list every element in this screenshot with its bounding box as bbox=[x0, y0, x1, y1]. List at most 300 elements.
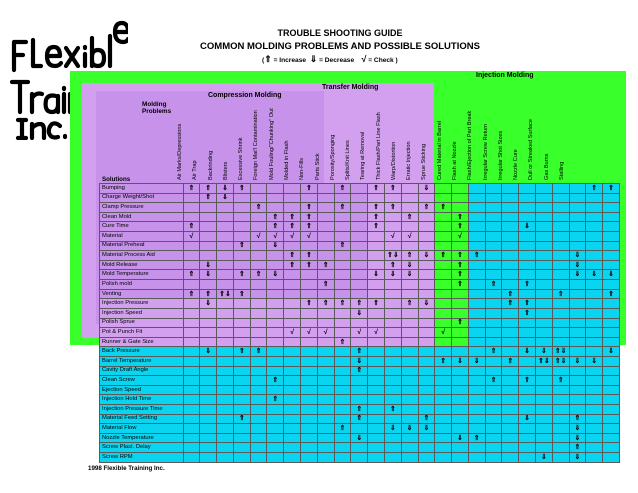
table-cell bbox=[267, 347, 284, 357]
table-cell bbox=[217, 318, 234, 328]
table-cell bbox=[435, 395, 452, 405]
increase-arrow-icon: ⇑ bbox=[457, 271, 463, 279]
table-cell bbox=[384, 414, 401, 424]
table-cell bbox=[418, 212, 435, 222]
table-cell bbox=[586, 222, 603, 232]
table-cell bbox=[401, 193, 418, 203]
table-cell bbox=[384, 376, 401, 386]
table-cell bbox=[535, 347, 552, 357]
problem-header-label: Irregular Shot Sizes bbox=[497, 130, 504, 180]
table-cell bbox=[401, 376, 418, 386]
table-cell bbox=[586, 232, 603, 242]
table-cell bbox=[183, 184, 200, 194]
table-cell bbox=[435, 385, 452, 395]
table-cell bbox=[418, 232, 435, 242]
table-cell bbox=[468, 443, 485, 453]
table-cell bbox=[586, 414, 603, 424]
table-row bbox=[100, 184, 620, 194]
table-cell bbox=[586, 443, 603, 453]
table-cell bbox=[586, 184, 603, 194]
table-cell bbox=[519, 280, 536, 290]
table-cell bbox=[368, 241, 385, 251]
table-cell bbox=[183, 270, 200, 280]
table-cell bbox=[183, 433, 200, 443]
table-cell bbox=[317, 260, 334, 270]
table-cell bbox=[586, 318, 603, 328]
table-cell bbox=[317, 318, 334, 328]
table-cell bbox=[452, 241, 469, 251]
problem-header bbox=[435, 96, 446, 180]
table-cell bbox=[502, 232, 519, 242]
table-cell bbox=[267, 251, 284, 261]
increase-arrow-icon: ⇑ bbox=[406, 213, 413, 221]
table-cell bbox=[418, 289, 435, 299]
table-cell bbox=[435, 308, 452, 318]
table-cell bbox=[183, 222, 200, 232]
decrease-arrow-icon: ⇓ bbox=[524, 223, 531, 231]
table-cell bbox=[452, 212, 469, 222]
table-cell bbox=[569, 318, 586, 328]
table-cell bbox=[217, 203, 234, 213]
table-cell bbox=[250, 212, 267, 222]
table-cell bbox=[468, 366, 485, 376]
table-cell bbox=[519, 241, 536, 251]
table-cell bbox=[334, 270, 351, 280]
table-cell bbox=[233, 337, 250, 347]
table-cell bbox=[317, 376, 334, 386]
table-cell bbox=[569, 289, 586, 299]
table-cell bbox=[435, 337, 452, 347]
table-cell bbox=[502, 203, 519, 213]
table-cell bbox=[183, 453, 200, 463]
decrease-arrow-icon: ⇓ bbox=[524, 415, 531, 423]
increase-arrow-icon: ⇑ bbox=[507, 300, 514, 308]
increase-arrow-icon: ⇑ bbox=[557, 376, 564, 384]
increase-arrow-icon: ⇑ bbox=[457, 252, 463, 260]
increase-arrow-icon: ⇑ bbox=[255, 204, 262, 212]
problem-header-label: Erratic Injection bbox=[406, 141, 413, 180]
table-cell bbox=[317, 241, 334, 251]
table-cell bbox=[301, 433, 318, 443]
table-cell bbox=[317, 405, 334, 415]
table-cell bbox=[586, 347, 603, 357]
table-row bbox=[100, 385, 620, 395]
table-cell bbox=[535, 443, 552, 453]
table-cell bbox=[250, 328, 267, 338]
table-cell bbox=[183, 241, 200, 251]
table-row bbox=[100, 376, 620, 386]
table-cell bbox=[368, 385, 385, 395]
table-cell bbox=[317, 366, 334, 376]
table-cell bbox=[552, 280, 569, 290]
table-cell bbox=[301, 184, 318, 194]
table-cell bbox=[351, 347, 368, 357]
table-cell bbox=[401, 222, 418, 232]
table-cell bbox=[250, 308, 267, 318]
table-cell bbox=[233, 280, 250, 290]
table-cell bbox=[468, 376, 485, 386]
table-cell bbox=[586, 366, 603, 376]
check-icon: √ bbox=[374, 328, 378, 336]
problem-header bbox=[450, 96, 461, 180]
table-cell bbox=[569, 453, 586, 463]
table-cell bbox=[368, 270, 385, 280]
table-cell bbox=[452, 347, 469, 357]
table-cell bbox=[351, 453, 368, 463]
table-cell bbox=[301, 212, 318, 222]
table-cell bbox=[368, 376, 385, 386]
table-cell bbox=[200, 280, 217, 290]
table-cell bbox=[569, 395, 586, 405]
increase-arrow-icon: ⇑ bbox=[440, 252, 447, 260]
table-cell bbox=[368, 212, 385, 222]
table-cell bbox=[384, 385, 401, 395]
table-cell bbox=[351, 308, 368, 318]
increase-arrow-icon: ⇑ bbox=[473, 252, 480, 260]
table-cell bbox=[233, 443, 250, 453]
table-cell bbox=[384, 318, 401, 328]
table-cell bbox=[418, 356, 435, 366]
table-cell bbox=[317, 385, 334, 395]
table-cell bbox=[418, 203, 435, 213]
table-cell bbox=[603, 232, 620, 242]
problem-header bbox=[236, 96, 247, 180]
increase-arrow-icon: ⇑ bbox=[289, 261, 296, 269]
table-cell bbox=[368, 424, 385, 434]
table-cell bbox=[535, 453, 552, 463]
table-cell bbox=[519, 347, 536, 357]
table-cell bbox=[183, 260, 200, 270]
problem-header-label: Air Marks/Depressions bbox=[177, 123, 183, 180]
table-cell bbox=[200, 424, 217, 434]
table-cell bbox=[317, 337, 334, 347]
table-cell bbox=[485, 366, 502, 376]
table-cell bbox=[301, 318, 318, 328]
table-cell bbox=[401, 433, 418, 443]
increase-arrow-icon: ⇑ bbox=[272, 223, 279, 231]
table-cell bbox=[468, 232, 485, 242]
solution-label: Polish Sprue bbox=[100, 318, 184, 328]
table-cell bbox=[535, 424, 552, 434]
table-cell bbox=[200, 299, 217, 309]
table-cell bbox=[519, 212, 536, 222]
problem-header bbox=[343, 96, 354, 180]
table-cell bbox=[217, 337, 234, 347]
table-cell bbox=[267, 232, 284, 242]
table-cell bbox=[535, 241, 552, 251]
table-cell bbox=[384, 251, 401, 261]
check-icon: √ bbox=[290, 232, 295, 240]
table-cell bbox=[334, 193, 351, 203]
table-cell bbox=[452, 337, 469, 347]
table-cell bbox=[418, 395, 435, 405]
table-cell bbox=[284, 232, 301, 242]
increase-arrow-icon: ⇑ bbox=[238, 242, 245, 250]
table-cell bbox=[603, 385, 620, 395]
table-cell bbox=[535, 299, 552, 309]
problem-header bbox=[221, 96, 232, 180]
increase-arrow-icon: ⇑ bbox=[557, 290, 564, 298]
table-cell bbox=[351, 395, 368, 405]
table-cell bbox=[586, 270, 603, 280]
increase-arrow-icon: ⇑ bbox=[238, 348, 245, 356]
table-cell bbox=[603, 414, 620, 424]
table-cell bbox=[401, 453, 418, 463]
problem-header bbox=[404, 96, 415, 180]
solution-label: Clean Mold bbox=[100, 212, 184, 222]
solution-label: Bumping bbox=[100, 184, 184, 194]
table-cell bbox=[233, 424, 250, 434]
solution-label: Injection Pressure bbox=[100, 299, 184, 309]
table-cell bbox=[217, 212, 234, 222]
problem-header-label: Foreign Mat'l Contamination bbox=[253, 110, 260, 180]
decrease-arrow-icon: ⇓ bbox=[309, 54, 318, 64]
table-cell bbox=[418, 337, 435, 347]
table-cell bbox=[334, 260, 351, 270]
check-icon: √ bbox=[189, 232, 194, 240]
table-cell bbox=[267, 337, 284, 347]
problem-header-label: Flash at Nozzle bbox=[452, 141, 459, 180]
table-cell bbox=[502, 184, 519, 194]
table-cell bbox=[183, 385, 200, 395]
table-cell bbox=[301, 366, 318, 376]
decrease-arrow-icon: ⇓ bbox=[205, 261, 212, 269]
table-cell bbox=[233, 328, 250, 338]
table-cell bbox=[284, 453, 301, 463]
table-cell bbox=[250, 356, 267, 366]
problem-header bbox=[313, 96, 324, 180]
table-cell bbox=[502, 260, 519, 270]
table-cell bbox=[401, 270, 418, 280]
table-cell bbox=[384, 203, 401, 213]
table-cell bbox=[418, 280, 435, 290]
table-cell bbox=[233, 232, 250, 242]
increase-arrow-icon: ⇑ bbox=[289, 223, 296, 231]
increase-arrow-icon: ⇑ bbox=[373, 213, 379, 221]
increase-arrow-icon: ⇑ bbox=[507, 290, 514, 298]
table-cell bbox=[368, 308, 385, 318]
table-cell bbox=[284, 280, 301, 290]
table-cell bbox=[435, 328, 452, 338]
table-cell bbox=[384, 212, 401, 222]
increase-arrow-icon: ⇑ bbox=[574, 444, 581, 452]
solution-label: Material bbox=[100, 232, 184, 242]
table-cell bbox=[317, 443, 334, 453]
table-cell bbox=[233, 184, 250, 194]
table-cell bbox=[468, 424, 485, 434]
table-cell bbox=[569, 405, 586, 415]
table-cell bbox=[317, 328, 334, 338]
table-cell bbox=[351, 385, 368, 395]
table-cell bbox=[250, 337, 267, 347]
table-cell bbox=[284, 270, 301, 280]
table-cell bbox=[301, 337, 318, 347]
table-cell bbox=[183, 347, 200, 357]
problem-header-label: Parts Stick bbox=[314, 153, 321, 180]
table-cell bbox=[502, 337, 519, 347]
table-cell bbox=[519, 222, 536, 232]
table-cell bbox=[384, 328, 401, 338]
table-cell bbox=[603, 337, 620, 347]
table-cell bbox=[452, 203, 469, 213]
table-cell bbox=[452, 366, 469, 376]
table-cell bbox=[468, 193, 485, 203]
table-cell bbox=[519, 184, 536, 194]
table-cell bbox=[552, 366, 569, 376]
table-cell bbox=[485, 241, 502, 251]
table-cell bbox=[603, 193, 620, 203]
table-cell bbox=[317, 347, 334, 357]
decrease-arrow-icon: ⇓ bbox=[574, 454, 581, 462]
decrease-arrow-icon: ⇓ bbox=[457, 357, 463, 365]
table-cell bbox=[301, 347, 318, 357]
increase-arrow-icon: ⇑ bbox=[373, 204, 379, 212]
table-cell bbox=[267, 308, 284, 318]
check-icon: √ bbox=[361, 54, 367, 64]
table-cell bbox=[250, 270, 267, 280]
table-cell bbox=[317, 414, 334, 424]
table-cell bbox=[435, 356, 452, 366]
increase-arrow-icon: ⇑ bbox=[339, 300, 346, 308]
table-cell bbox=[535, 270, 552, 280]
increase-arrow-icon: ⇑ bbox=[289, 252, 296, 260]
table-cell bbox=[418, 453, 435, 463]
table-cell bbox=[418, 299, 435, 309]
table-cell bbox=[183, 308, 200, 318]
table-cell bbox=[552, 453, 569, 463]
decrease-arrow-icon: ⇓ bbox=[356, 309, 363, 317]
table-cell bbox=[586, 289, 603, 299]
table-cell bbox=[351, 270, 368, 280]
table-cell bbox=[502, 453, 519, 463]
table-cell bbox=[267, 203, 284, 213]
table-cell bbox=[368, 280, 385, 290]
table-cell bbox=[485, 453, 502, 463]
table-cell bbox=[401, 308, 418, 318]
increase-arrow-icon: ⇑ bbox=[339, 184, 346, 192]
table-cell bbox=[217, 328, 234, 338]
decrease-arrow-icon: ⇓ bbox=[574, 252, 581, 260]
check-icon: √ bbox=[357, 328, 362, 336]
table-cell bbox=[452, 251, 469, 261]
table-cell bbox=[435, 318, 452, 328]
table-cell bbox=[519, 453, 536, 463]
table-cell bbox=[217, 443, 234, 453]
table-cell bbox=[384, 337, 401, 347]
table-cell bbox=[418, 433, 435, 443]
table-cell bbox=[384, 405, 401, 415]
table-cell bbox=[468, 203, 485, 213]
problem-header bbox=[481, 96, 492, 180]
table-cell bbox=[233, 308, 250, 318]
table-cell bbox=[468, 395, 485, 405]
table-cell bbox=[334, 328, 351, 338]
table-cell bbox=[284, 376, 301, 386]
problem-header bbox=[190, 96, 201, 180]
table-cell bbox=[200, 241, 217, 251]
table-cell bbox=[217, 376, 234, 386]
table-cell bbox=[267, 443, 284, 453]
table-cell bbox=[535, 337, 552, 347]
table-cell bbox=[250, 203, 267, 213]
page-title: TROUBLE SHOOTING GUIDE bbox=[277, 28, 403, 38]
table-cell bbox=[535, 395, 552, 405]
decrease-arrow-icon: ⇓ bbox=[205, 300, 212, 308]
molding-problems-line1: Molding bbox=[142, 101, 167, 108]
table-cell bbox=[250, 251, 267, 261]
table-cell bbox=[485, 385, 502, 395]
table-cell bbox=[452, 270, 469, 280]
table-cell bbox=[485, 184, 502, 194]
table-cell bbox=[384, 289, 401, 299]
table-cell bbox=[200, 356, 217, 366]
problem-header-label: Flash/Ejection of Part Break bbox=[467, 110, 474, 180]
increase-arrow-icon: ⇑ bbox=[524, 376, 531, 384]
table-cell bbox=[435, 414, 452, 424]
table-cell bbox=[452, 356, 469, 366]
table-cell bbox=[502, 405, 519, 415]
table-cell bbox=[485, 347, 502, 357]
table-cell bbox=[317, 184, 334, 194]
molding-problems-line2: Problems bbox=[142, 108, 172, 115]
table-cell bbox=[519, 337, 536, 347]
table-cell bbox=[233, 356, 250, 366]
table-cell bbox=[435, 289, 452, 299]
table-cell bbox=[368, 328, 385, 338]
solution-label: Screw RPM bbox=[100, 453, 184, 463]
table-cell bbox=[519, 318, 536, 328]
table-cell bbox=[485, 193, 502, 203]
table-cell bbox=[519, 376, 536, 386]
table-cell bbox=[603, 395, 620, 405]
table-cell bbox=[418, 241, 435, 251]
table-cell bbox=[452, 433, 469, 443]
solutions-label: Solutions bbox=[102, 176, 131, 183]
table-cell bbox=[334, 433, 351, 443]
table-cell bbox=[535, 212, 552, 222]
table-cell bbox=[217, 356, 234, 366]
table-cell bbox=[200, 337, 217, 347]
table-cell bbox=[502, 251, 519, 261]
increase-arrow-icon: ⇑ bbox=[457, 213, 463, 221]
table-cell bbox=[183, 337, 200, 347]
table-cell bbox=[334, 405, 351, 415]
increase-arrow-icon: ⇑ bbox=[238, 415, 245, 423]
table-cell bbox=[301, 328, 318, 338]
decrease-arrow-icon: ⇓ bbox=[356, 434, 363, 442]
table-cell bbox=[200, 318, 217, 328]
table-cell bbox=[586, 385, 603, 395]
table-cell bbox=[267, 385, 284, 395]
table-cell bbox=[351, 260, 368, 270]
table-cell bbox=[384, 222, 401, 232]
table-cell bbox=[250, 366, 267, 376]
table-cell bbox=[217, 405, 234, 415]
increase-arrow-icon: ⇑ bbox=[591, 184, 598, 192]
table-cell bbox=[317, 453, 334, 463]
table-cell bbox=[552, 308, 569, 318]
table-cell bbox=[468, 260, 485, 270]
table-cell bbox=[435, 405, 452, 415]
table-cell bbox=[351, 414, 368, 424]
table-cell bbox=[183, 424, 200, 434]
table-cell bbox=[250, 280, 267, 290]
table-cell bbox=[586, 395, 603, 405]
table-cell bbox=[485, 424, 502, 434]
table-cell bbox=[233, 376, 250, 386]
increase-arrow-icon: ⇑ bbox=[205, 184, 212, 192]
table-cell bbox=[368, 443, 385, 453]
